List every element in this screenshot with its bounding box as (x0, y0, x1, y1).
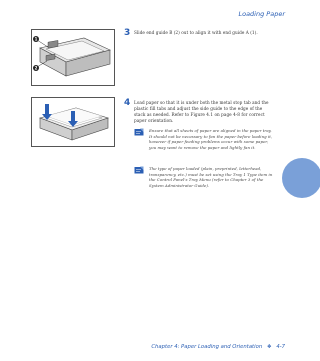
note-text: Ensure that all sheets of paper are aligned in the paper tray. It should not be necessary to fan the paper before loading it, however if paper feeding problems occur with some paper, you may want to remove the paper and lightly fan it. (149, 128, 273, 150)
footer-separator-icon: ❖ (266, 344, 272, 350)
page-footer (151, 344, 285, 350)
step-number: 3 (124, 28, 131, 38)
running-header: Loading Paper (238, 10, 285, 18)
callout-2: 2 (34, 65, 38, 71)
tray-end-guide-figure (31, 29, 115, 86)
note-text: The type of paper loaded (plain, preprinted, letterhead, transparency, etc.) must be set using the Tray 1 Type item in the Control Panel's Tray Menu (refer to Chapter 3 of the System Administrator Guide). (149, 166, 273, 188)
step-text: Load paper so that it is under both the metal stop tab and the plastic fill tabs and adjust the side guide to the edge of the stack as needed. Refer to Figure 4.1 on page 4-8 for correct paper orientation. (134, 100, 269, 123)
footer-chapter: Chapter 4: Paper Loading and Orientation (151, 344, 263, 350)
note-pad-icon (134, 166, 144, 174)
load-paper-figure (31, 97, 115, 147)
footer-page-number: 4-7 (276, 344, 285, 350)
callout-1: 1 (34, 36, 38, 42)
step-number: 4 (124, 98, 131, 108)
note-pad-icon (134, 128, 144, 136)
step-text: Slide end guide B (2) out to align it with end guide A (1). (134, 30, 258, 35)
chapter-side-tab (282, 158, 320, 198)
